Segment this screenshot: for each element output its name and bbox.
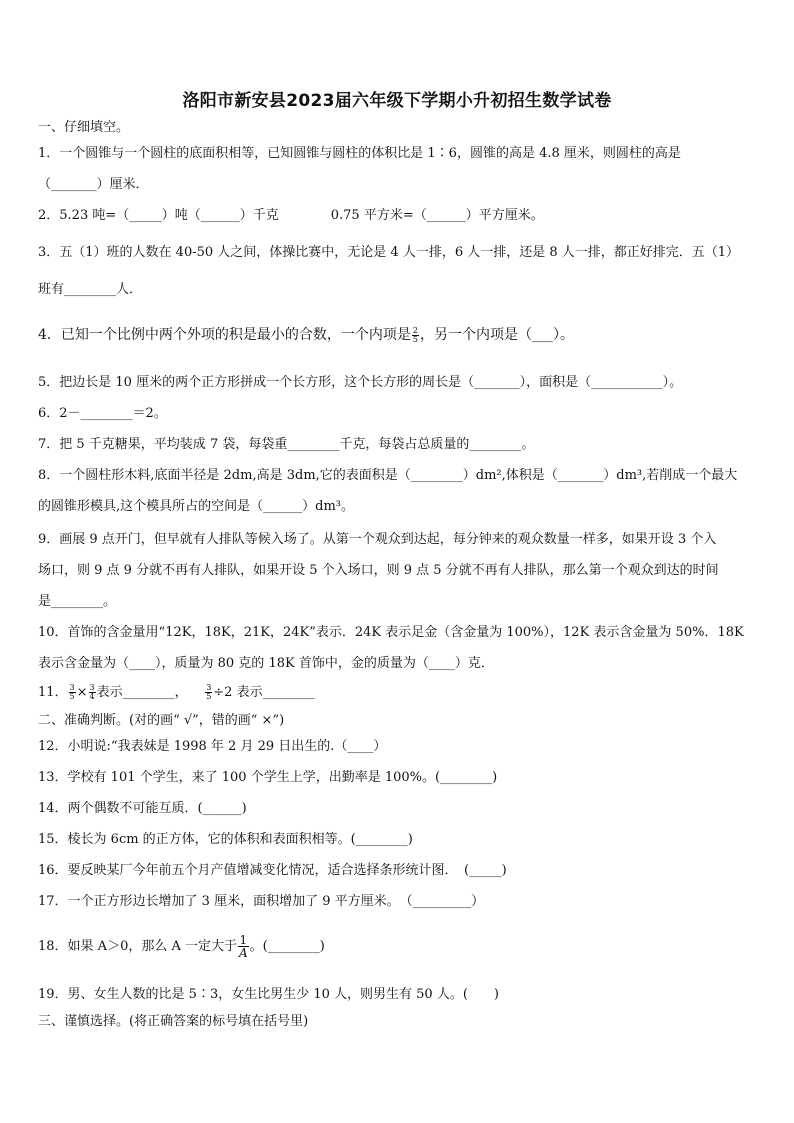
question-8-line-1: 8．一个圆柱形木料,底面半径是 2dm,高是 3dm,它的表面积是（________）dm²,体积是（_______）dm³,若削成一个最大	[38, 468, 738, 483]
question-2: 2．5.23 吨=（_____）吨（______）千克 0.75 平方米=（______）平方厘米。	[38, 208, 544, 223]
question-3-line-1: 3．五（1）班的人数在 40-50 人之间，体操比赛中，无论是 4 人一排，6 人一排，还是 8 人一排，都正好排完．五（1）	[38, 245, 740, 260]
question-9-line-3: 是________。	[38, 594, 117, 609]
question-4-tail: ，另一个内项是（___）。	[420, 327, 574, 343]
fraction-numerator: 3	[69, 683, 75, 692]
question-18-tail: 。(________)	[249, 939, 325, 954]
question-11-text-1: 表示________，	[96, 685, 188, 700]
question-11-fraction-3	[205, 684, 212, 701]
question-12: 12．小明说:“我表妹是 1998 年 2 月 29 日出生的.（____）	[38, 739, 387, 754]
question-19: 19．男、女生人数的比是 5∶3，女生比男生少 10 人，则男生有 50 人。( )	[38, 987, 499, 1002]
question-18-text: 18．如果 A＞0，那么 A 一定大于	[38, 939, 237, 954]
question-10-line-2: 表示含金量为（____），质量为 80 克的 18K 首饰中，金的质量为（____）克．	[38, 656, 494, 671]
question-16: 16．要反映某厂今年前五个月产值增减变化情况，适合选择条形统计图． (_____)	[38, 863, 507, 878]
question-1-line-2: （_______）厘米．	[38, 177, 149, 192]
question-3-line-2: 班有________人．	[38, 282, 143, 297]
question-17: 17．一个正方形边长增加了 3 厘米，面积增加了 9 平方厘米。 （_________）	[38, 894, 485, 909]
question-6: 6．2－________＝2。	[38, 406, 167, 421]
question-11-label: 11．	[38, 685, 68, 700]
exam-title: 洛阳市新安县2023届六年级下学期小升初招生数学试卷	[182, 91, 612, 111]
question-18	[38, 934, 768, 959]
section-true-false: 二、准确判断。(对的画“ √”，错的画“ ×”)	[38, 713, 285, 728]
question-8-line-2: 的圆锥形模具,这个模具所占的空间是（______）dm³。	[38, 499, 354, 514]
question-9-line-1: 9．画展 9 点开门，但早就有人排队等候入场了。从第一个观众到达起，每分钟来的观众数量一样多，如果开设 3 个入	[38, 532, 717, 547]
question-10-line-1: 10．首饰的含金量用“12K，18K，21K，24K”表示．24K 表示足金（含金量为 100%），12K 表示含金量为 50%．18K	[38, 625, 744, 640]
question-5: 5．把边长是 10 厘米的两个正方形拼成一个长方形，这个长方形的周长是（_______），面积是（___________）。	[38, 375, 683, 390]
fraction-numerator: 3	[89, 683, 95, 692]
question-4-fraction	[412, 327, 419, 344]
question-18-fraction	[238, 934, 249, 959]
fraction-denominator: 4	[89, 692, 95, 701]
fraction-numerator: 3	[206, 683, 212, 692]
question-11-fraction-2	[89, 684, 96, 701]
fraction-numerator: 1	[239, 933, 248, 947]
question-7: 7．把 5 千克糖果，平均装成 7 袋，每袋重________千克，每袋占总质量的________。	[38, 437, 535, 452]
question-9-line-2: 场口，则 9 点 9 分就不再有人排队，如果开设 5 个入场口，则 9 点 5 分就不再有人排队，那么第一个观众到达的时间	[38, 563, 719, 578]
question-11-fraction-1	[69, 684, 76, 701]
fraction-denominator: 5	[69, 692, 75, 701]
section-fill-in: 一、仔细填空。	[38, 120, 130, 135]
question-13: 13．学校有 101 个学生，来了 100 个学生上学，出勤率是 100%。(________)	[38, 770, 498, 785]
question-1-line-1: 1．一个圆锥与一个圆柱的底面积相等，已知圆锥与圆柱的体积比是 1∶6，圆锥的高是 4.8 厘米，则圆柱的高是	[38, 146, 681, 161]
question-11	[38, 684, 768, 702]
fraction-numerator: 2	[412, 325, 418, 335]
fraction-denominator: A	[239, 946, 248, 960]
question-15: 15．棱长为 6cm 的正方体，它的体积和表面积相等。(________)	[38, 832, 413, 847]
question-4	[38, 326, 768, 344]
question-14: 14．两个偶数不可能互质．(______)	[38, 801, 247, 816]
section-multiple-choice: 三、谨慎选择。(将正确答案的标号填在括号里)	[38, 1014, 309, 1029]
question-4-text: 4．已知一个比例中两个外项的积是最小的合数，一个内项是	[38, 327, 411, 343]
times-sign: ×	[76, 685, 88, 700]
question-11-text-2: ÷2 表示________	[213, 685, 315, 700]
fraction-denominator: 5	[206, 692, 212, 701]
fraction-denominator: 5	[412, 334, 418, 344]
